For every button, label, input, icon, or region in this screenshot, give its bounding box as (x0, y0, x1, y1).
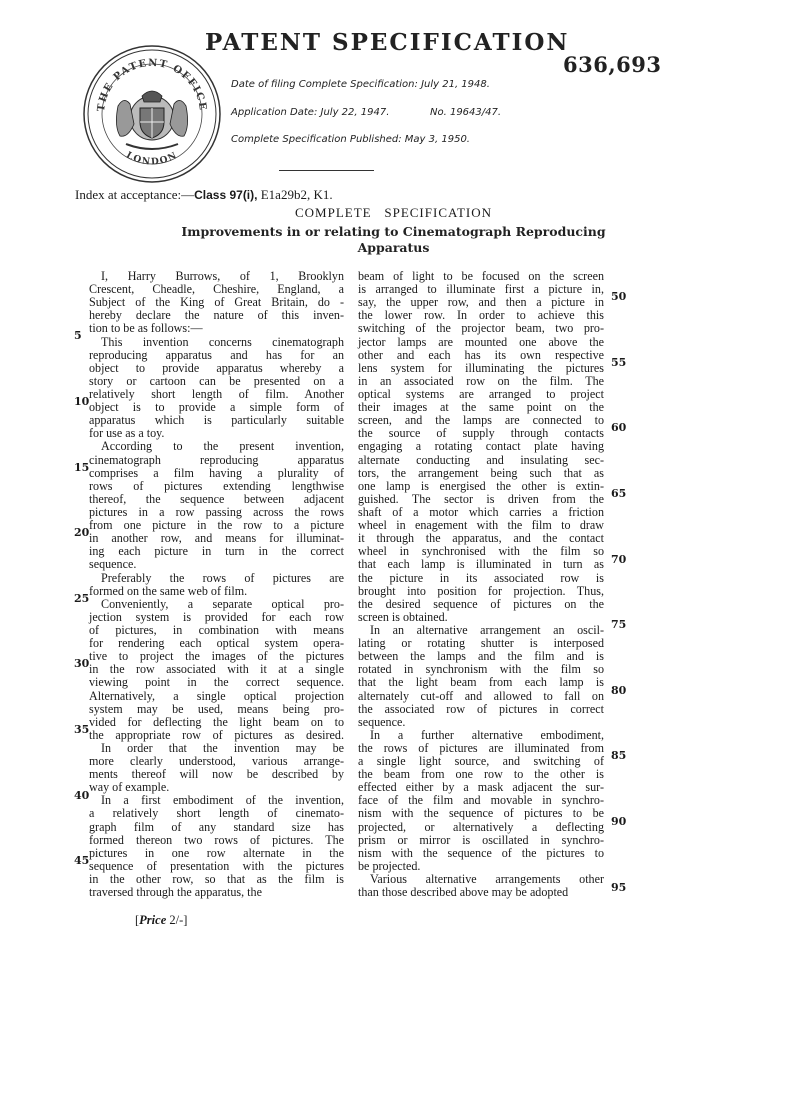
text-line: tors, the arrangement being such that as (358, 465, 604, 480)
svg-text:LONDON: LONDON (124, 150, 180, 168)
text-line: Subject of the King of Great Britain, do - (89, 295, 344, 310)
text-line: wheel in enagement with the film to draw (358, 518, 604, 533)
text-line: hereby declare the nature of this inven- (89, 308, 344, 323)
line-number: 90 (611, 814, 627, 828)
line-number: 5 (74, 329, 82, 343)
text-line: screen is obtained. (358, 609, 448, 624)
text-line: In order that the invention may be (101, 740, 344, 755)
text-line: projected, or alternatively a deflecting (358, 819, 604, 834)
text-line: In a first embodiment of the invention, (101, 793, 344, 808)
text-line: reproducing apparatus and has for an (89, 347, 344, 362)
text-line: for use as a toy. (89, 426, 165, 441)
text-line: screen, and the lamps are connected to (358, 413, 604, 428)
line-number: 55 (611, 355, 627, 369)
line-number: 95 (611, 880, 627, 894)
text-line: Conveniently, a separate optical pro- (101, 596, 344, 611)
text-line: a relatively short length of cinemato- (89, 806, 344, 821)
text-line: system may be used, means being pro- (89, 701, 344, 716)
text-line: Crescent, Cheadle, Cheshire, England, a (89, 282, 344, 297)
text-line: prism or mirror is oscillated in synchro- (358, 832, 604, 847)
text-line: lens system for illuminating the pictures (358, 360, 604, 375)
text-line: say, the upper row, and then a picture in (358, 295, 604, 310)
price-label: Price (139, 913, 167, 927)
text-line: viewing point in the correct sequence. (89, 675, 344, 690)
line-number: 25 (74, 591, 90, 605)
text-line: traversed through the apparatus, the (89, 885, 262, 900)
text-line: the beam from one row to the other is (358, 767, 604, 782)
line-number: 30 (74, 657, 90, 671)
invention-title (0, 224, 787, 256)
filing-date: Date of filing Complete Specification: July 21, 1948. (231, 79, 490, 90)
text-line: one lamp is energised the other is extin- (358, 478, 604, 493)
text-line: object to provide apparatus whereby a (89, 360, 344, 375)
text-line: the rows of pictures are illuminated from (358, 740, 604, 755)
line-number: 60 (611, 421, 627, 435)
text-line: the desired sequence of pictures on the (358, 596, 604, 611)
text-line: rows of pictures extending lengthwise (89, 478, 344, 493)
index-label: Index at acceptance:— (75, 187, 195, 202)
text-line: relatively short length of film. Another (89, 386, 344, 401)
text-line: in the other row, so that as the film is (89, 872, 344, 887)
index-at-acceptance (75, 187, 333, 203)
text-line: sequence of presentation with the pictures (89, 858, 344, 873)
text-line: apparatus which is particularly suitable (89, 413, 344, 428)
text-line: ments thereof will now be described by (89, 767, 344, 782)
line-number: 45 (74, 854, 90, 868)
text-line: face of the film and movable in synchro- (358, 793, 604, 808)
text-line: of pictures, in combination with means (89, 622, 344, 637)
text-line: brought into position for projection. Thus, (358, 583, 604, 598)
text-line: way of example. (89, 780, 170, 795)
price: [Price 2/-] (135, 913, 188, 927)
text-line: be projected. (358, 858, 421, 873)
line-number: 85 (611, 749, 627, 763)
text-line: optical systems are arranged to project (358, 386, 604, 401)
patent-office-seal-icon (82, 44, 222, 184)
text-line: in another row, and means for illuminat- (89, 531, 344, 546)
text-line: that the light beam from each lamp is (358, 675, 604, 690)
line-number: 50 (611, 290, 627, 304)
text-line: nism with the sequence of pictures to be (358, 806, 604, 821)
text-line: lating or rotating shutter is interposed (358, 636, 604, 651)
text-line: sequence. (89, 557, 137, 572)
line-number: 15 (74, 460, 90, 474)
text-line: from one picture in the row to a picture (89, 518, 344, 533)
text-line: Alternatively, a single optical projection (89, 688, 344, 703)
text-line: jector lamps are mounted one above the (358, 334, 604, 349)
text-line: pictures in one row alternate in the (89, 845, 344, 860)
invention-title-line: Improvements in or relating to Cinematograph Reproducing (181, 224, 606, 239)
text-line: effected either by a mask adjacent the sur- (358, 780, 604, 795)
text-line: sequence. (358, 714, 406, 729)
application-line (231, 107, 502, 118)
text-line: that each lamp is illuminated in turn as (358, 557, 604, 572)
text-line: tive to project the images of the pictures (89, 649, 344, 664)
line-number: 80 (611, 683, 627, 697)
text-line: Various alternative arrangements other (370, 872, 604, 887)
line-number: 20 (74, 526, 90, 540)
invention-title-line: Apparatus (357, 240, 430, 255)
text-line: object is to provide a simple form of (89, 400, 344, 415)
text-line: cinematograph reproducing apparatus (89, 452, 344, 467)
text-line: for rendering each optical system opera- (89, 636, 344, 651)
text-line: ing each picture in turn in the correct (89, 544, 344, 559)
right-column (358, 270, 604, 899)
text-line: According to the present invention, (101, 439, 344, 454)
text-line: beam of light to be focused on the screen (358, 269, 604, 283)
application-date: Application Date: July 22, 1947. (231, 107, 390, 118)
text-line: pictures in a row passing across the rows (89, 504, 344, 519)
text-line: switching of the projector beam, two pro- (358, 321, 604, 336)
text-line: jection system is provided for each row (89, 609, 344, 624)
complete-specification-heading: COMPLETE SPECIFICATION (295, 205, 492, 220)
text-line: alternately cut-off and allowed to fall on (358, 688, 604, 703)
text-line: wheel in synchronised with the film so (358, 544, 604, 559)
line-number: 65 (611, 486, 627, 500)
application-number: No. 19643/47. (430, 107, 502, 118)
line-number: 35 (74, 723, 90, 737)
text-line: is arranged to illuminate first a picture in, (358, 282, 604, 297)
document-title: PATENT SPECIFICATION (205, 29, 570, 56)
published-date: Complete Specification Published: May 3, 1950. (231, 134, 470, 145)
text-line: In an alternative arrangement an oscil- (370, 622, 604, 637)
text-line: the appropriate row of pictures as desired. (89, 727, 344, 742)
text-line: nism with the sequence of the pictures to (358, 845, 604, 860)
text-line: between the lamps and the film and is (358, 649, 604, 664)
text-line: thereof, the sequence between adjacent (89, 491, 344, 506)
text-line: guished. The sector is driven from the (358, 491, 604, 506)
text-line: in the row associated with it at a single (89, 662, 344, 677)
price-value: 2/- (169, 913, 184, 927)
text-line: Preferably the rows of pictures are (101, 570, 344, 585)
text-line: it through the apparatus, and the contact (358, 531, 604, 546)
index-codes: E1a29b2, K1. (257, 187, 333, 202)
text-line: more clearly understood, various arrange- (89, 754, 344, 769)
index-class: Class 97(i), (194, 188, 258, 202)
text-line: engaging a rotating contact plate having (358, 439, 604, 454)
line-number: 70 (611, 552, 627, 566)
text-line: story or cartoon can be presented on a (89, 373, 344, 388)
text-line: This invention concerns cinematograph (101, 334, 344, 349)
text-line: formed thereon two rows of pictures. The (89, 832, 344, 847)
text-line: comprises a film having a plurality of (89, 465, 344, 480)
line-number: 40 (74, 788, 90, 802)
text-line: other and each has its own respective (358, 347, 604, 362)
patent-number: 636,693 (563, 52, 662, 77)
text-line: rotated in synchronism with the film so (358, 662, 604, 677)
text-line: the source of supply through contacts (358, 426, 604, 441)
text-line: than those described above may be adopted (358, 885, 569, 900)
text-line: the lower row. In order to achieve this (358, 308, 604, 323)
line-number: 10 (74, 395, 90, 409)
text-line: shaft of a motor which carries a friction (358, 504, 604, 519)
text-line: the associated row of pictures in correct (358, 701, 604, 716)
text-line: in an associated row on the film. The (358, 373, 604, 388)
text-line: their images at the same point on the (358, 400, 604, 415)
header-divider (279, 170, 374, 171)
text-line: alternate conducting and insulating sec- (358, 452, 604, 467)
text-line: I, Harry Burrows, of 1, Brooklyn (101, 269, 344, 283)
text-line: the picture in its associated row is (358, 570, 604, 585)
text-line: vided for deflecting the light beam on to (89, 714, 344, 729)
left-column (89, 270, 344, 899)
text-line: In a further alternative embodiment, (370, 727, 604, 742)
text-line: tion to be as follows:— (89, 321, 203, 336)
text-line: a single light source, and switching of (358, 754, 604, 769)
text-line: formed on the same web of film. (89, 583, 248, 598)
text-line: graph film of any standard size has (89, 819, 344, 834)
line-number: 75 (611, 618, 627, 632)
svg-text:THE PATENT OFFICE: THE PATENT OFFICE (95, 57, 209, 113)
